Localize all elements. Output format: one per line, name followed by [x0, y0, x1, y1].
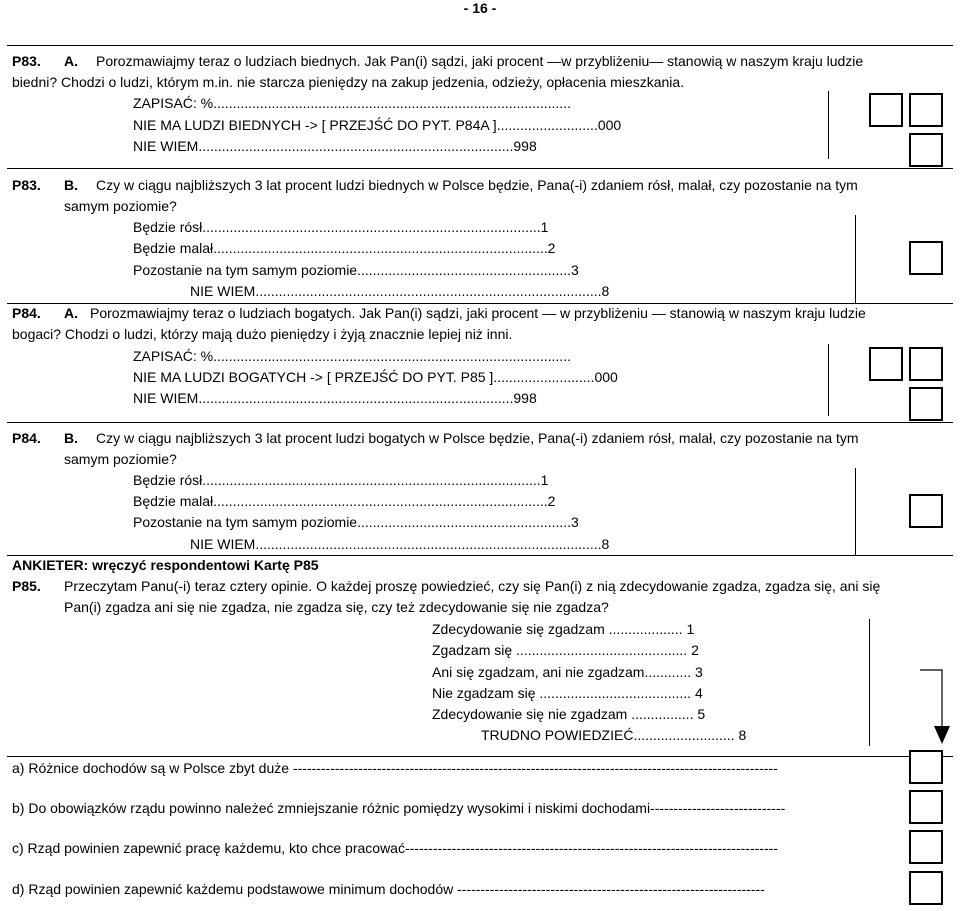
- answer-option-percent: ZAPISAĆ: %............................................................................................: [133, 348, 571, 364]
- opinion-item-a: a) Różnice dochodów są w Polsce zbyt duże --------------------------------------------------------------------------------------------------------: [12, 760, 778, 776]
- scale-option-3: Ani się zgadzam, ani nie zgadzam............ 3: [432, 664, 703, 680]
- question-text-line2: biedni? Chodzi o ludzi, którym m.in. nie starcza pieniędzy na zakup jedzenia, odzieży, opłacenia mieszkania.: [12, 74, 685, 90]
- question-number: P83.: [12, 177, 41, 193]
- question-text-line2: Pan(i) zgadza ani się nie zgadza, nie zgadza się, czy też zdecydowanie się nie zgadza?: [64, 599, 609, 615]
- answer-box-d[interactable]: [909, 871, 943, 905]
- scale-option-1: Zdecydowanie się zgadzam ................... 1: [432, 621, 695, 637]
- opinion-item-c: c) Rząd powinien zapewnić pracę każdemu, kto chce pracować--------------------------------------------------------------------------------: [12, 840, 778, 856]
- scale-option-5: Zdecydowanie się nie zgadzam ................ 5: [432, 706, 706, 722]
- question-number: P84.: [12, 305, 41, 321]
- bracket-line: [855, 468, 856, 556]
- question-text-line2: samym poziomie?: [64, 451, 177, 467]
- bracket-line: [828, 91, 829, 159]
- answer-option-same: Pozostanie na tym samym poziomie.......................................................3: [133, 262, 579, 278]
- answer-box-b[interactable]: [909, 790, 943, 824]
- question-text-line1: Porozmawiajmy teraz o ludziach biednych. Jak Pan(i) sądzi, jaki procent —w przybliżeniu— stanowią w naszym kraju ludzie: [96, 53, 864, 69]
- scale-option-2: Zgadzam się ............................................ 2: [432, 642, 699, 658]
- answer-option-dont-know: NIE WIEM.........................................................................................8: [190, 283, 610, 299]
- answer-box-1[interactable]: [869, 93, 903, 127]
- answer-box-2[interactable]: [909, 347, 943, 381]
- scale-option-8: TRUDNO POWIEDZIEĆ.......................... 8: [481, 727, 747, 743]
- answer-option-dont-know: NIE WIEM.........................................................................................8: [190, 536, 610, 552]
- scale-option-4: Nie zgadzam się ....................................... 4: [432, 685, 703, 701]
- question-text-line2: samym poziomie?: [64, 198, 177, 214]
- section-rule: [7, 422, 953, 423]
- page-number: - 16 -: [463, 0, 497, 16]
- arrow-down-icon: [920, 668, 960, 748]
- answer-option-no-rich: NIE MA LUDZI BOGATYCH -> [ PRZEJŚĆ DO PYT. P85 ]..........................000: [133, 369, 618, 385]
- question-letter: B.: [64, 430, 78, 446]
- answer-box-3[interactable]: [909, 387, 943, 421]
- section-rule: [7, 756, 953, 757]
- question-letter: B.: [64, 177, 78, 193]
- bracket-line: [828, 344, 829, 416]
- answer-option-grow: Będzie rósł.......................................................................................1: [133, 219, 549, 235]
- bracket-line: [855, 215, 856, 303]
- question-letter: A.: [64, 305, 78, 321]
- answer-option-percent: ZAPISAĆ: %............................................................................................: [133, 95, 571, 111]
- question-letter: A.: [64, 53, 78, 69]
- question-text-line1: Czy w ciągu najbliższych 3 lat procent ludzi bogatych w Polsce będzie, Pana(-i) zdaniem rósł, malał, czy pozostanie na tym: [96, 430, 859, 446]
- interviewer-instruction: ANKIETER: wręczyć respondentowi Kartę P85: [12, 557, 319, 573]
- answer-option-dont-know: NIE WIEM.................................................................................998: [133, 390, 537, 406]
- answer-option-dont-know: NIE WIEM.................................................................................998: [133, 138, 537, 154]
- question-text-line1: Przeczytam Panu(-i) teraz cztery opinie. O każdej proszę powiedzieć, czy się Pan(i) z nią zdecydowanie zgadza, zgadza się, ani się: [64, 578, 881, 594]
- question-number: P85.: [12, 578, 41, 594]
- answer-box-3[interactable]: [909, 133, 943, 167]
- question-text-line1: Czy w ciągu najbliższych 3 lat procent ludzi biednych w Polsce będzie, Pana(-i) zdaniem rósł, malał, czy pozostanie na tym: [96, 177, 858, 193]
- answer-option-shrink: Będzie malał......................................................................................2: [133, 493, 556, 509]
- opinion-item-b: b) Do obowiązków rządu powinno należeć zmniejszanie różnic pomiędzy wysokimi i niskimi dochodami-----------------------------: [12, 800, 786, 816]
- section-rule-top: [7, 45, 953, 46]
- answer-box-2[interactable]: [909, 93, 943, 127]
- answer-box-a[interactable]: [909, 750, 943, 784]
- question-text-line1: Porozmawiajmy teraz o ludziach bogatych. Jak Pan(i) sądzi, jaki procent — w przybliżeniu — stanowią w naszym kraju ludzie: [90, 305, 866, 321]
- answer-option-shrink: Będzie malał......................................................................................2: [133, 240, 556, 256]
- answer-box-1[interactable]: [869, 347, 903, 381]
- section-rule: [7, 555, 953, 556]
- answer-box[interactable]: [909, 241, 943, 275]
- answer-option-grow: Będzie rósł.......................................................................................1: [133, 472, 549, 488]
- question-text-line2: bogaci? Chodzi o ludzi, którzy mają dużo pieniędzy i żyją znacznie lepiej niż inni.: [12, 326, 513, 342]
- question-number: P84.: [12, 430, 41, 446]
- answer-box[interactable]: [909, 494, 943, 528]
- section-rule: [7, 168, 953, 169]
- question-number: P83.: [12, 53, 41, 69]
- answer-option-no-poor: NIE MA LUDZI BIEDNYCH -> [ PRZEJŚĆ DO PYT. P84A ]..........................000: [133, 117, 622, 133]
- opinion-item-d: d) Rząd powinien zapewnić każdemu podstawowe minimum dochodów ------------------------------------------------------------------: [12, 881, 765, 897]
- answer-option-same: Pozostanie na tym samym poziomie.......................................................3: [133, 514, 579, 530]
- section-rule: [7, 303, 953, 304]
- answer-box-c[interactable]: [909, 830, 943, 864]
- bracket-line: [869, 619, 870, 746]
